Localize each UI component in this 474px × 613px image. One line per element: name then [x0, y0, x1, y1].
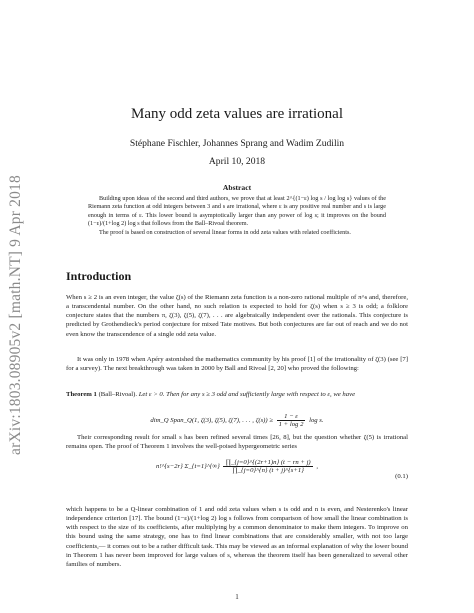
abstract-paragraph: The proof is based on construction of several linear forms in odd zeta values with related coefficients.: [99, 228, 351, 236]
theorem-label: Theorem 1: [66, 391, 97, 398]
display-equation-1: [66, 413, 408, 428]
paper-title: Many odd zeta values are irrational: [131, 106, 343, 122]
abstract-paragraph: Building upon ideas of the second and third authors, we prove that at least 2^{(1−ε) log s / log log s} values of the Riemann zeta function at odd integers between 3 and s are irrational, where ε is any positive real number and s is large enough in terms of ε. This lower bound is asymptotically larger than any power of log s; it improves on the bound (1−ε)/(1+log 2) log s that follows from the Ball–Rivoal theorem.: [88, 195, 386, 227]
equation-sum: Σ_{t=1}^{∞}: [184, 463, 220, 471]
intro-paragraph-3: [66, 433, 408, 451]
fraction-numerator: ∏_{j=0}^{(2r+1)n} (t − rn + j): [225, 459, 311, 466]
author-list: Stéphane Fischler, Johannes Sprang and Wadim Zudilin: [129, 138, 345, 149]
display-equation-2: [66, 459, 408, 501]
equation-fraction: [223, 459, 312, 474]
abstract: [88, 195, 386, 237]
theorem-attribution: (Ball–Rivoal).: [98, 391, 138, 398]
theorem-1: [66, 390, 408, 399]
body-paragraph: which happens to be a Q-linear combination of 1 and odd zeta values when s is odd and n is even, and Nesterenko's linear independence criterion [17]. The bound (1−ε)/(1+log 2) log s follows from comparison of how small the linear combination is with respect to the size of its coefficients, after multiplying by a common denominator to make them integers. To improve on this bound using the same strategy, one has to find linear combinations that are considerably smaller, with not too large coefficients,— it comes out to be a rather difficult task. This may be viewed as an informal explanation of why the lower bound in Theorem 1 has never been improved for large values of s, whereas the theorem itself has been generalized to several other families of numbers.: [66, 506, 408, 568]
body-paragraph: Their corresponding result for small s has been refined several times [26, 8], but the question whether ζ(5) is irrational remains open. The proof of Theorem 1 involves the well-poised hypergeometric series: [66, 434, 408, 451]
body-paragraph: When s ≥ 2 is an even integer, the value ζ(s) of the Riemann zeta function is a non-zero rational multiple of π^s and, therefore, a transcendental number. On the other hand, no such relation is expected to hold for ζ(s) when s ≥ 3 is odd; a folklore conjecture states that the numbers π, ζ(3), ζ(5), ζ(7), . . . are algebraically independent over the rationals. This conjecture is predicted by Grothendieck's period conjecture for mixed Tate motives. But both conjectures are far out of reach and we do not even know the transcendence of a single odd zeta value.: [66, 294, 408, 338]
equation-prefix: n!^{s−2r}: [155, 463, 183, 471]
body-paragraph: It was only in 1978 when Apéry astonished the mathematics community by his proof [1] of the irrationality of ζ(3) (see [7] for a survey). The next breakthrough was taken in 2000 by Ball and Rivoal [2, 20] who proved the following:: [66, 356, 408, 373]
equation-lhs: dim_Q Span_Q(1, ζ(3), ζ(5), ζ(7), . . . , ζ(s)) ≥: [150, 417, 273, 425]
abstract-heading: Abstract: [222, 183, 252, 192]
intro-paragraph-2: [66, 355, 408, 373]
equation-number: (0.1): [395, 473, 408, 480]
arxiv-stamp-text: arXiv:1803.08905v2 [math.NT] 9 Apr 2018: [7, 175, 24, 455]
fraction-denominator: ∏_{j=0}^{n} (t + j)^{s+1}: [232, 467, 304, 474]
fraction-denominator: 1 + log 2: [278, 421, 304, 428]
page-number: 1: [235, 593, 239, 601]
theorem-statement: Let ε > 0. Then for any s ≥ 3 odd and sufficiently large with respect to ε, we have: [138, 391, 356, 398]
section-heading: Introduction: [66, 269, 132, 283]
intro-paragraph-4: [66, 505, 408, 569]
equation-fraction: [277, 413, 306, 428]
equation-rhs: log s.: [309, 417, 324, 425]
paper-date: April 10, 2018: [208, 156, 266, 167]
intro-paragraph-1: [66, 293, 408, 339]
fraction-numerator: 1 − ε: [277, 413, 306, 421]
equation-suffix: ,: [316, 463, 318, 471]
